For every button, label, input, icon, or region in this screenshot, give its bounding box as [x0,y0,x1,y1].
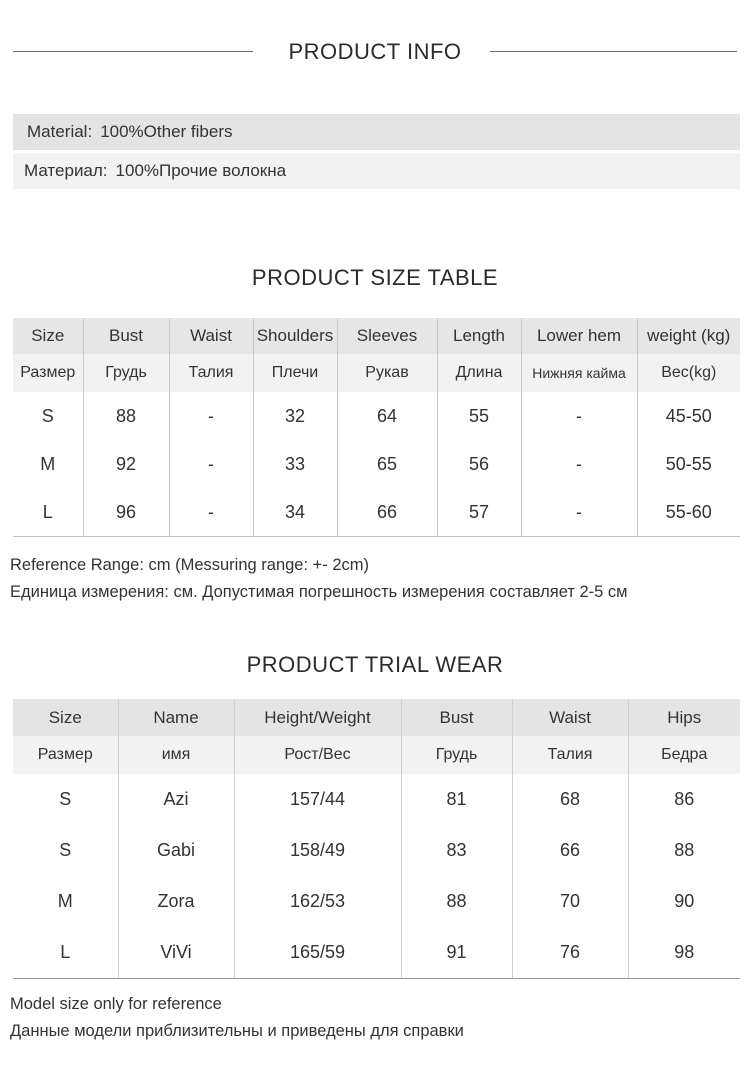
size-table-title: PRODUCT SIZE TABLE [251,265,499,290]
header-cell: Рост/Вес [234,736,401,774]
table-cell: Zora [118,876,234,927]
table-cell: 98 [628,927,740,979]
material-row-en [13,114,740,150]
header-cell: Bust [83,318,169,354]
table-cell: 66 [337,488,437,537]
material-label: Material: [27,122,93,141]
header-row-ru [13,736,740,774]
table-cell: 88 [83,392,169,440]
table-cell: 68 [512,774,628,825]
table-cell: 96 [83,488,169,537]
table-cell: 158/49 [234,825,401,876]
size-table [13,318,740,537]
header-cell: Рукав [337,354,437,392]
table-cell: 76 [512,927,628,979]
table-cell: - [169,392,253,440]
header-cell: weight (kg) [637,318,740,354]
table-cell: 91 [401,927,512,979]
table-cell: 55-60 [637,488,740,537]
header-cell: Грудь [83,354,169,392]
table-cell: S [41,405,54,426]
table-cell: - [521,440,637,488]
header-cell: Талия [512,736,628,774]
table-row [13,392,740,440]
table-cell: 92 [83,440,169,488]
header-cell: Плечи [253,354,337,392]
header-row-ru [13,354,740,392]
header-cell: Size [13,318,83,354]
table-cell: M [57,891,73,911]
reference-range-note: Reference Range: cm (Messuring range: +- 2cm) [10,556,370,574]
table-cell: 64 [337,392,437,440]
table-cell: 57 [437,488,521,537]
table-cell: 70 [512,876,628,927]
table-cell: S [59,789,72,809]
table-cell: S [59,840,72,860]
table-cell: 81 [401,774,512,825]
table-cell: 90 [628,876,740,927]
table-cell: - [169,488,253,537]
header-cell: Lower hem [521,318,637,354]
header-cell: Грудь [401,736,512,774]
header-row-en [13,699,740,736]
table-row [13,876,740,927]
model-size-note: Model size only for reference [10,995,222,1013]
table-row [13,488,740,537]
table-cell: 34 [253,488,337,537]
table-row [13,927,740,979]
table-cell: 56 [437,440,521,488]
header-cell: Length [437,318,521,354]
header-cell: Hips [628,699,740,736]
table-cell: 83 [401,825,512,876]
material-row-ru [13,153,740,189]
table-cell: 86 [628,774,740,825]
table-cell: 88 [401,876,512,927]
material-label: Материал: [24,161,108,180]
table-cell: 32 [253,392,337,440]
table-cell: 157/44 [234,774,401,825]
header-cell: Талия [169,354,253,392]
table-cell: 50-55 [637,440,740,488]
table-cell: 65 [337,440,437,488]
measurement-note-ru: Единица измерения: см. Допустимая погрешность измерения составляет 2-5 см [10,583,628,601]
table-cell: 162/53 [234,876,401,927]
table-cell: - [169,440,253,488]
table-cell: Gabi [118,825,234,876]
table-cell: 55 [437,392,521,440]
table-cell: ViVi [118,927,234,979]
header-cell: Bust [401,699,512,736]
table-row [13,440,740,488]
table-cell: 66 [512,825,628,876]
table-cell: L [13,927,118,979]
table-cell: 165/59 [234,927,401,979]
table-cell: 88 [628,825,740,876]
header-cell: Вес(kg) [637,354,740,392]
header-cell: имя [118,736,234,774]
table-cell: 45-50 [637,392,740,440]
header-cell: Waist [169,318,253,354]
model-size-note-ru: Данные модели приблизительны и приведены для справки [10,1022,464,1040]
product-info-title: PRODUCT INFO [288,39,462,64]
table-row [13,774,740,825]
header-cell: Name [118,699,234,736]
header-cell: Sleeves [337,318,437,354]
header-cell: Бедра [628,736,740,774]
header-cell: Размер [13,736,118,774]
table-cell: - [521,488,637,537]
table-cell: 33 [253,440,337,488]
header-cell: Нижняя кайма [521,354,637,392]
header-cell: Shoulders [253,318,337,354]
table-cell: M [40,453,56,474]
trial-wear-title: PRODUCT TRIAL WEAR [246,652,504,677]
table-cell: - [521,392,637,440]
trial-wear-table [13,699,740,979]
table-cell: L [13,488,83,537]
material-value: 100%Other fibers [100,122,233,141]
header-row-en [13,318,740,354]
header-cell: Длина [437,354,521,392]
table-cell: Azi [118,774,234,825]
table-row [13,825,740,876]
header-cell: Размер [13,354,83,392]
header-cell: Size [13,699,118,736]
header-cell: Height/Weight [234,699,401,736]
material-value: 100%Прочие волокна [115,161,287,180]
header-cell: Waist [512,699,628,736]
title-divider-right [490,51,737,52]
